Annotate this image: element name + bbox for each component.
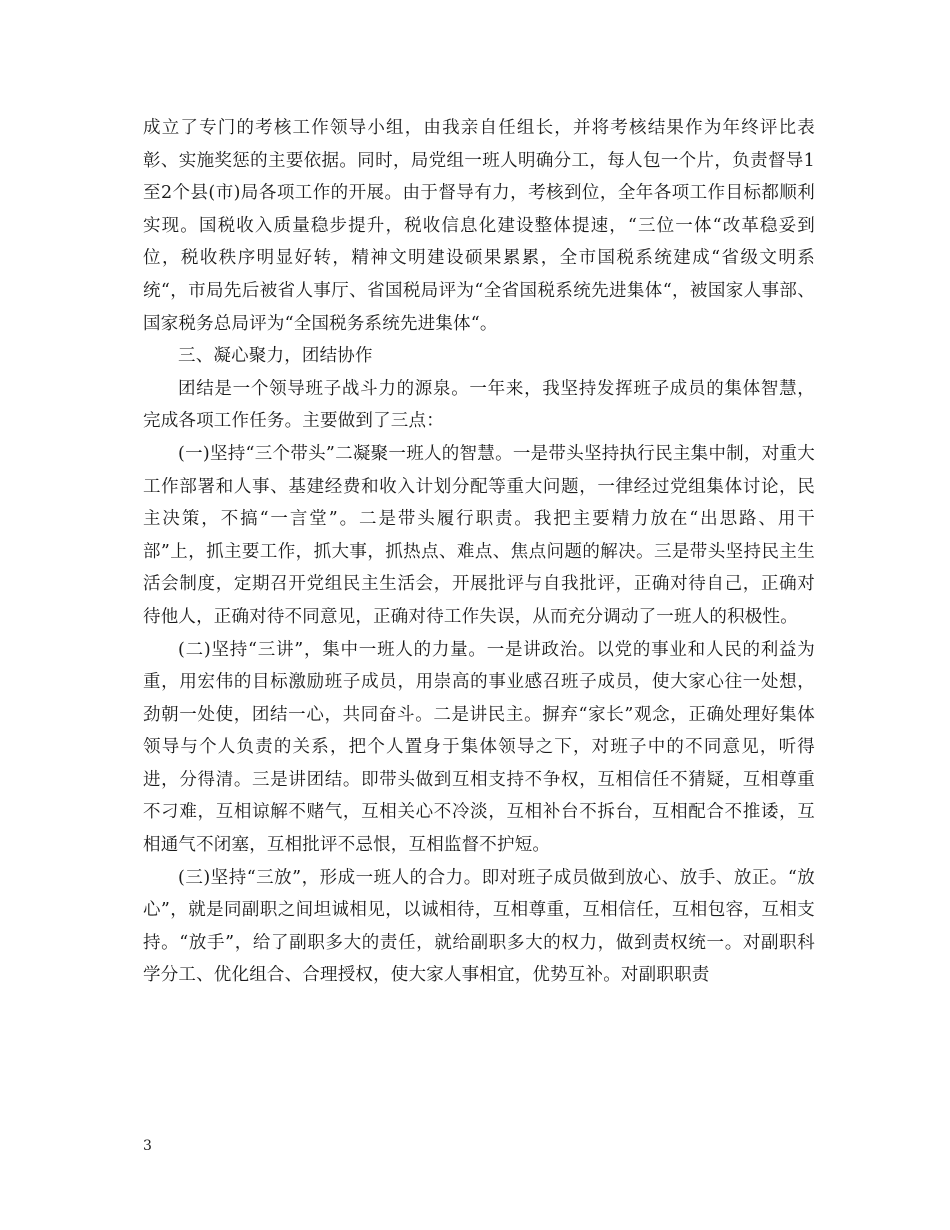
page-number: 3 — [143, 1138, 152, 1154]
document-body — [143, 112, 815, 992]
paragraph-4: (二)坚持“三讲”，集中一班人的力量。一是讲政治。以党的事业和人民的利益为重，用宏伟的目标激励班子成员，用崇高的事业感召班子成员，使大家心往一处想，劲朝一处使，团结一心，共同奋斗。二是讲民主。摒弃“家长”观念，正确处理好集体领导与个人负责的关系，把个人置身于集体领导之下，对班子中的不同意见，听得进，分得清。三是讲团结。即带头做到互相支持不争权，互相信任不猜疑，互相尊重不刁难，互相谅解不赌气，互相关心不冷淡，互相补台不拆台，互相配合不推诿，互相通气不闭塞，互相批评不忌恨，互相监督不护短。 — [143, 639, 815, 856]
paragraph-3: (一)坚持“三个带头”二凝聚一班人的智慧。一是带头坚持执行民主集中制，对重大工作部署和人事、基建经费和收入计划分配等重大问题，一律经过党组集体讨论，民主决策，不搞“一言堂”。二是带头履行职责。我把主要精力放在“出思路、用干部”上，抓主要工作，抓大事，抓热点、难点、焦点问题的解决。三是带头坚持民主生活会制度，定期召开党组民主生活会，开展批评与自我批评，正确对待自己，正确对待他人，正确对待不同意见，正确对待工作失误，从而充分调动了一班人的积极性。 — [143, 443, 815, 627]
section-heading: 三、凝心聚力，团结协作 — [178, 346, 373, 367]
paragraph-5: (三)坚持“三放”，形成一班人的合力。即对班子成员做到放心、放手、放正。“放心”，就是同副职之间坦诚相见，以诚相待，互相尊重，互相信任，互相包容，互相支持。“放手”，给了副职多大的责任，就给副职多大的权力，做到责权统一。对副职科学分工、优化组合、合理授权，使大家人事相宜，优势互补。对副职职责 — [143, 867, 815, 986]
paragraph-2: 团结是一个领导班子战斗力的源泉。一年来，我坚持发挥班子成员的集体智慧，完成各项工作任务。主要做到了三点： — [143, 378, 815, 432]
paragraph-1: 成立了专门的考核工作领导小组，由我亲自任组长，并将考核结果作为年终评比表彰、实施奖惩的主要依据。同时，局党组一班人明确分工，每人包一个片，负责督导1至2个县(市)局各项工作的开展。由于督导有力，考核到位，全年各项工作目标都顺利实现。国税收入质量稳步提升，税收信息化建设整体提速，“三位一体“改革稳妥到位，税收秩序明显好转，精神文明建设硕果累累，全市国税系统建成“省级文明系统“，市局先后被省人事厅、省国税局评为“全省国税系统先进集体“，被国家人事部、国家税务总局评为“全国税务系统先进集体“。 — [143, 118, 815, 334]
